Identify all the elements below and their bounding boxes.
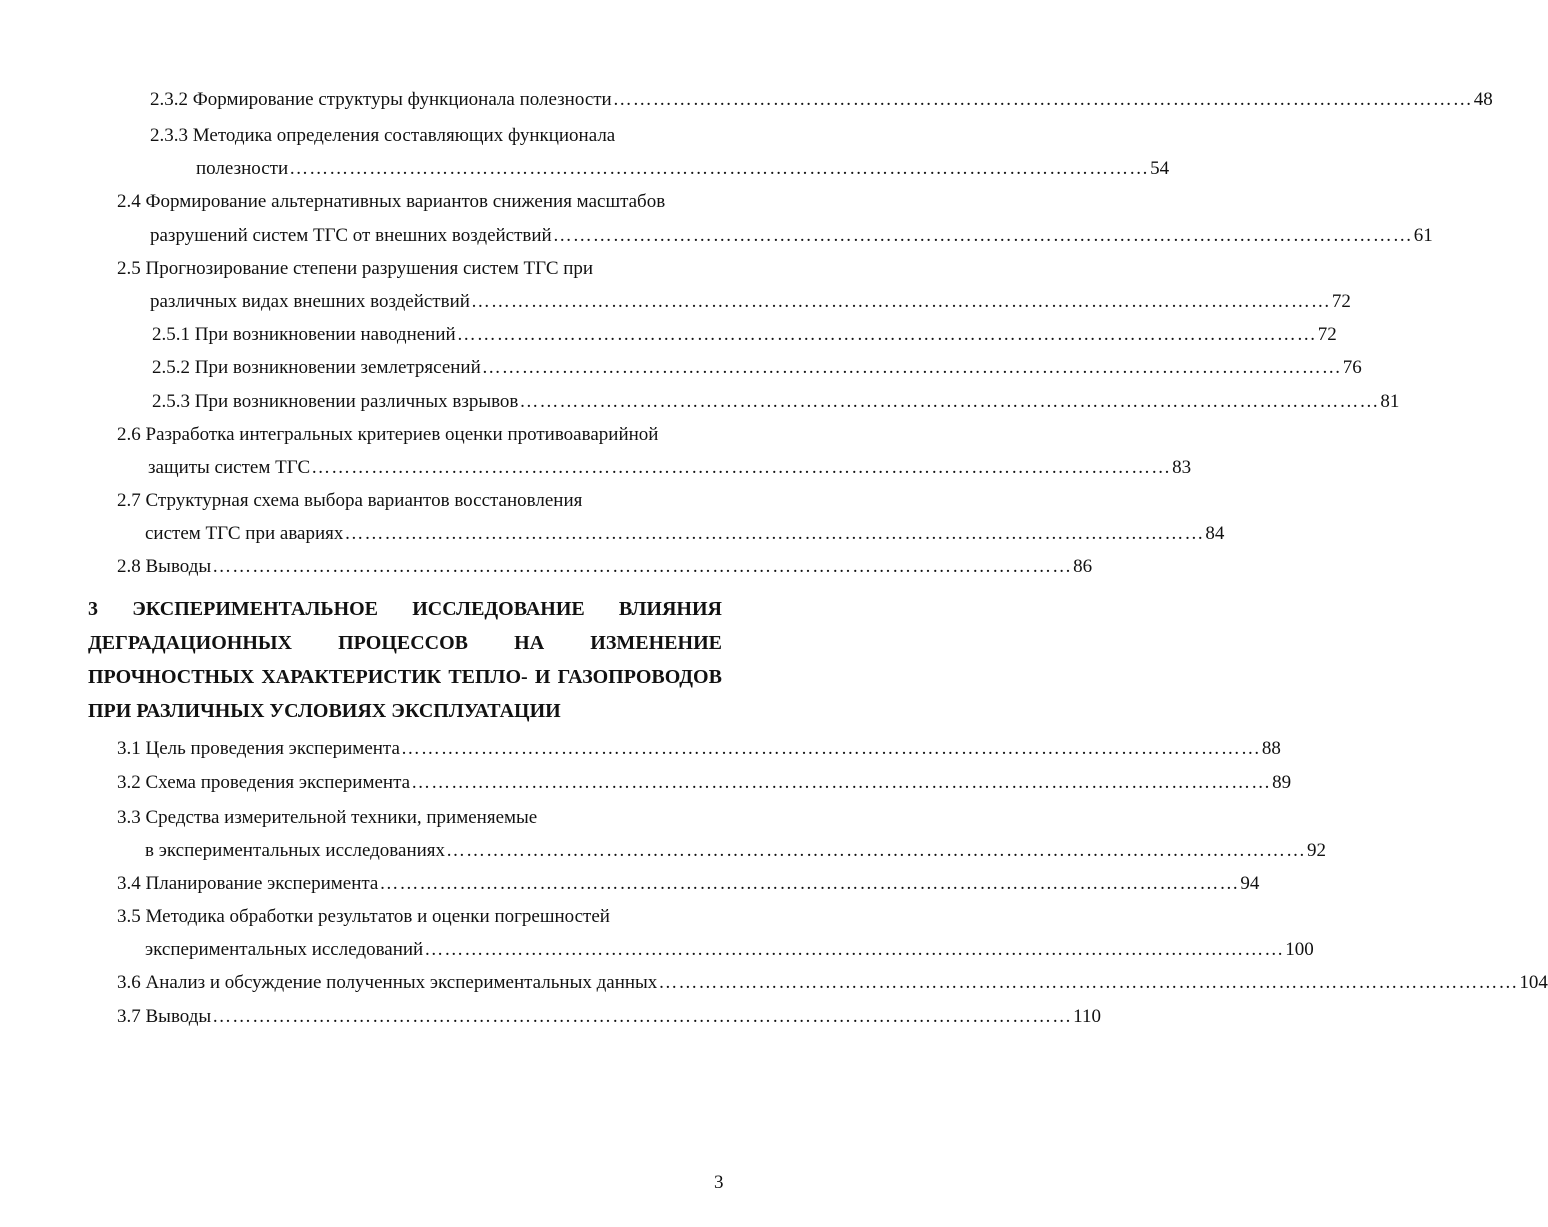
toc-entry-title: 2.5.2 При возникновении землетрясений <box>152 357 481 378</box>
dot-leader: ………………………………………………………………………………………………………………… <box>212 1006 1073 1027</box>
toc-page-number: 104 <box>1519 972 1548 993</box>
toc-entry-title: различных видах внешних воздействий <box>150 291 470 312</box>
chapter-heading-word: ДЕГРАДАЦИОННЫХ <box>88 632 292 654</box>
dot-leader: ………………………………………………………………………………………………………………… <box>470 291 1331 312</box>
toc-entry-title: защиты систем ТГС <box>148 457 311 478</box>
chapter-heading-word: ИССЛЕДОВАНИЕ <box>412 598 585 620</box>
toc-entry-title: 2.5.1 При возникновении наводнений <box>152 324 456 345</box>
toc-page-number: 81 <box>1380 391 1400 412</box>
chapter-number: 3 <box>88 598 98 620</box>
toc-entry-3-1[interactable] <box>117 737 1281 761</box>
toc-page-number: 76 <box>1342 357 1362 378</box>
toc-entry-2-5-1[interactable] <box>152 323 1337 347</box>
toc-page-number: 72 <box>1331 291 1351 312</box>
dot-leader: ………………………………………………………………………………………………………………… <box>519 391 1380 412</box>
toc-entry-2-8[interactable] <box>117 555 1093 579</box>
toc-entry-title: 2.6 Разработка интегральных критериев оценки противоаварийной <box>117 424 659 445</box>
toc-entry-3-4[interactable] <box>117 872 1260 896</box>
toc-entry-title: 3.2 Схема проведения эксперимента <box>117 772 411 793</box>
toc-page-number: 61 <box>1413 225 1433 246</box>
toc-page-number: 100 <box>1285 939 1314 960</box>
dot-leader: ………………………………………………………………………………………………………………… <box>424 939 1285 960</box>
chapter-heading-word: ПРОЧНОСТНЫХ <box>88 666 255 688</box>
toc-entry-title: полезности <box>196 158 289 179</box>
toc-entry-3-3-cont[interactable] <box>145 839 1327 863</box>
chapter-heading-line <box>88 626 722 660</box>
dot-leader: ………………………………………………………………………………………………………………… <box>552 225 1413 246</box>
toc-entry-title: систем ТГС при авариях <box>145 523 344 544</box>
chapter-heading-word: И <box>534 666 551 688</box>
toc-entry-2-3-2[interactable] <box>150 88 1493 112</box>
toc-entry-title: 3.1 Цель проведения эксперимента <box>117 738 400 759</box>
toc-entry-2-7[interactable] <box>117 489 582 513</box>
chapter-heading-word: ТЕПЛО- <box>448 666 528 688</box>
toc-entry-2-6-cont[interactable] <box>148 456 1192 480</box>
toc-page-number: 88 <box>1261 738 1281 759</box>
toc-page-number: 83 <box>1172 457 1192 478</box>
dot-leader: ………………………………………………………………………………………………………………… <box>612 89 1473 110</box>
toc-entry-title: экспериментальных исследований <box>145 939 424 960</box>
chapter-heading-word: ЭКСПЕРИМЕНТАЛЬНОЕ <box>132 598 379 620</box>
toc-entry-title: 3.5 Методика обработки результатов и оценки погрешностей <box>117 906 610 927</box>
chapter-heading-word: ИЗМЕНЕНИЕ <box>590 632 722 654</box>
toc-entry-title: 2.8 Выводы <box>117 556 212 577</box>
toc-entry-2-3-3[interactable] <box>150 124 615 148</box>
page-number: 3 <box>714 1172 724 1193</box>
toc-page-number: 48 <box>1473 89 1493 110</box>
toc-entry-2-6[interactable] <box>117 423 658 447</box>
toc-entry-title: 2.3.3 Методика определения составляющих функционала <box>150 125 616 146</box>
dot-leader: ………………………………………………………………………………………………………………… <box>411 772 1272 793</box>
toc-entry-title: 3.4 Планирование эксперимента <box>117 873 379 894</box>
toc-page-number: 54 <box>1150 158 1170 179</box>
toc-entry-2-5[interactable] <box>117 257 593 281</box>
chapter-heading-line <box>88 660 722 694</box>
toc-entry-title: в экспериментальных исследованиях <box>145 840 446 861</box>
toc-entry-3-5-cont[interactable] <box>145 938 1314 962</box>
chapter-heading-word: ХАРАКТЕРИСТИК <box>261 666 442 688</box>
toc-entry-title: 3.3 Средства измерительной техники, применяемые <box>117 807 538 828</box>
chapter-heading-word: ПРОЦЕССОВ <box>338 632 469 654</box>
chapter-heading-word: ПРИ РАЗЛИЧНЫХ УСЛОВИЯХ ЭКСПЛУАТАЦИИ <box>88 700 561 722</box>
dot-leader: ………………………………………………………………………………………………………………… <box>400 738 1261 759</box>
toc-page-number: 92 <box>1307 840 1327 861</box>
toc-page-number: 72 <box>1317 324 1337 345</box>
toc-entry-2-4-cont[interactable] <box>150 224 1433 248</box>
dot-leader: ………………………………………………………………………………………………………………… <box>481 357 1342 378</box>
toc-entry-2-4[interactable] <box>117 190 665 214</box>
toc-entry-2-5-cont[interactable] <box>150 290 1351 314</box>
dot-leader: ………………………………………………………………………………………………………………… <box>289 158 1150 179</box>
toc-entry-3-7[interactable] <box>117 1005 1101 1029</box>
toc-entry-title: 2.7 Структурная схема выбора вариантов восстановления <box>117 490 583 511</box>
toc-page-number: 86 <box>1073 556 1093 577</box>
toc-entry-title: 2.5 Прогнозирование степени разрушения систем ТГС при <box>117 258 594 279</box>
toc-page-number: 84 <box>1205 523 1225 544</box>
chapter-heading-word: ВЛИЯНИЯ <box>618 598 722 620</box>
dot-leader: ………………………………………………………………………………………………………………… <box>212 556 1073 577</box>
toc-entry-3-2[interactable] <box>117 771 1292 795</box>
chapter-heading-line <box>88 592 722 626</box>
chapter-heading-line <box>88 694 722 728</box>
dot-leader: ………………………………………………………………………………………………………………… <box>658 972 1519 993</box>
dot-leader: ………………………………………………………………………………………………………………… <box>456 324 1317 345</box>
toc-entry-3-3[interactable] <box>117 806 537 830</box>
chapter-heading-word: НА <box>514 632 545 654</box>
chapter-heading-word: ГАЗОПРОВОДОВ <box>557 666 722 688</box>
toc-entry-3-5[interactable] <box>117 905 610 929</box>
toc-entry-title: 2.3.2 Формирование структуры функционала полезности <box>150 89 612 110</box>
toc-entry-title: 3.6 Анализ и обсуждение полученных экспериментальных данных <box>117 972 658 993</box>
toc-page-number: 110 <box>1073 1006 1101 1027</box>
toc-entry-title: 2.5.3 При возникновении различных взрывов <box>152 391 519 412</box>
dot-leader: ………………………………………………………………………………………………………………… <box>379 873 1240 894</box>
toc-entry-2-3-3-cont[interactable] <box>196 157 1170 181</box>
toc-entry-title: 3.7 Выводы <box>117 1006 212 1027</box>
toc-page-number: 89 <box>1272 772 1292 793</box>
toc-entry-2-5-3[interactable] <box>152 390 1400 414</box>
dot-leader: ………………………………………………………………………………………………………………… <box>344 523 1205 544</box>
dot-leader: ………………………………………………………………………………………………………………… <box>311 457 1172 478</box>
toc-entry-2-7-cont[interactable] <box>145 522 1225 546</box>
dot-leader: ………………………………………………………………………………………………………………… <box>446 840 1307 861</box>
chapter-3-heading[interactable] <box>88 592 722 728</box>
toc-entry-title: 2.4 Формирование альтернативных вариантов снижения масштабов <box>117 191 666 212</box>
toc-entry-title: разрушений систем ТГС от внешних воздействий <box>150 225 552 246</box>
toc-entry-3-6[interactable] <box>117 971 1548 995</box>
toc-page-number: 94 <box>1240 873 1260 894</box>
toc-entry-2-5-2[interactable] <box>152 356 1362 380</box>
